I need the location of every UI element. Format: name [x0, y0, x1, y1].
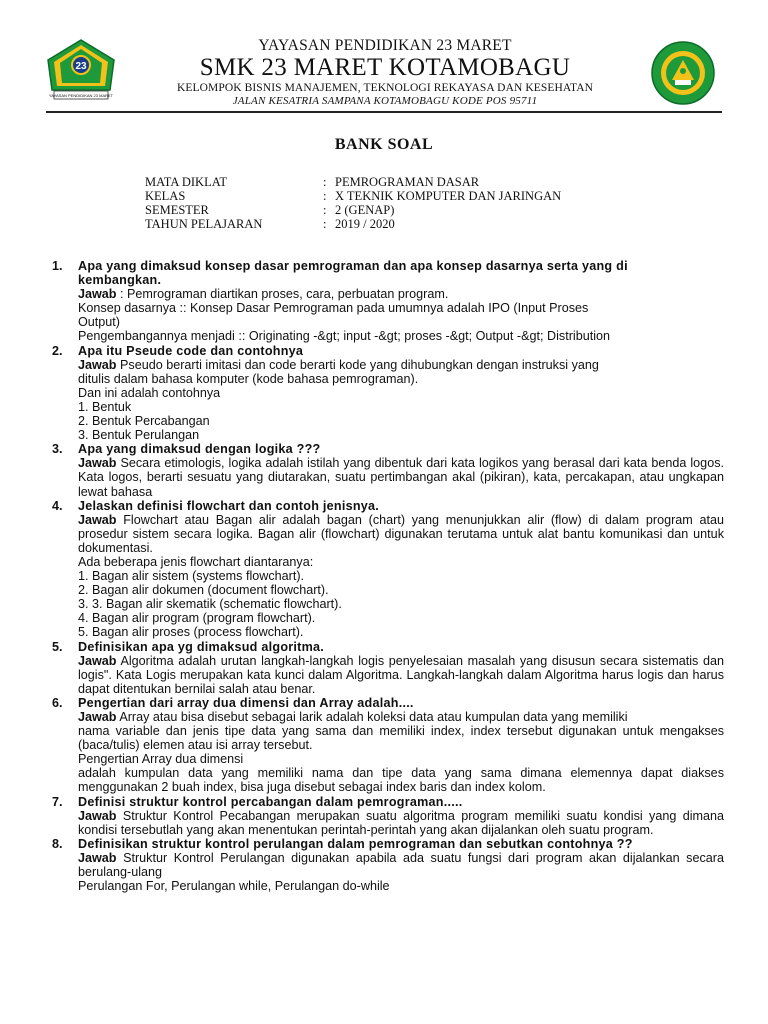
question-text: Jelaskan definisi flowchart dan contoh jenisnya.: [78, 498, 380, 513]
meta-value: PEMROGRAMAN DASAR: [335, 175, 480, 189]
answer-text: Output): [78, 315, 120, 330]
answer-text: 5. Bagan alir proses (process flowchart).: [78, 625, 304, 640]
answer-text: Struktur Kontrol Perulangan digunakan apabila ada suatu fungsi dari program akan dijalankan secara berulang-ulang: [78, 850, 724, 880]
answer-text: 1. Bentuk: [78, 399, 132, 414]
meta-value: X TEKNIK KOMPUTER DAN JARINGAN: [335, 189, 562, 203]
school-name: SMK 23 MARET KOTAMOBAGU: [199, 54, 571, 81]
answer-paragraph: [78, 456, 724, 498]
meta-separator: :: [323, 189, 327, 203]
answer-line: [78, 597, 724, 611]
answer-line: [78, 329, 724, 343]
question-text: kembangkan.: [78, 273, 162, 288]
answer-paragraph: [78, 879, 724, 893]
meta-row: [145, 175, 561, 189]
answer-text: 2. Bentuk Percabangan: [78, 414, 210, 429]
answer-line: [78, 372, 724, 386]
answer-text: 1. Bagan alir sistem (systems flowchart).: [78, 569, 305, 584]
jawab-label: Jawab: [78, 287, 117, 302]
answer-text: 4. Bagan alir program (program flowchart).: [78, 611, 316, 626]
answer-line: [78, 428, 724, 442]
answer-text: Dan ini adalah contohnya: [78, 385, 221, 400]
answer-text: Flowchart atau Bagan alir adalah bagan (chart) yang menunjukkan alir (flow) di dalam program atau prosedur sistem secara logika. Bagan alir (flowchart) digunakan terutama untuk alat bantu komunikasi dan untuk dokumentasi.: [78, 512, 724, 555]
meta-row: [145, 217, 561, 231]
question-number: 1.: [52, 259, 63, 273]
answer-line: [78, 400, 724, 414]
question-item: [52, 259, 724, 344]
question-text: Apa yang dimaksud dengan logika ???: [78, 442, 321, 457]
question-item: [52, 499, 724, 640]
meta-separator: :: [323, 203, 327, 217]
question-item: [52, 837, 724, 893]
course-metadata: [145, 175, 561, 231]
answer-text: Pengembangannya menjadi :: Originating -&gt; input -&gt; proses -&gt; Output -&gt; Distribution: [78, 329, 611, 344]
answer-text: Perulangan For, Perulangan while, Perulangan do-while: [78, 879, 390, 894]
meta-separator: :: [323, 175, 327, 189]
jawab-label: Jawab: [78, 850, 117, 865]
answer-line: [78, 625, 724, 639]
question-item: [52, 640, 724, 696]
question-text: Definisikan struktur kontrol perulangan dalam pemrograman dan sebutkan contohnya ??: [78, 836, 633, 851]
document-title: BANK SOAL: [334, 136, 434, 153]
question-number: 4.: [52, 498, 63, 513]
answer-line: [78, 611, 724, 625]
answer-text: Pengertian Array dua dimensi: [78, 752, 244, 767]
foundation-name: YAYASAN PENDIDIKAN 23 MARET: [258, 37, 512, 54]
answer-text: adalah kumpulan data yang memiliki nama dan tipe data yang sama dimana elemennya dapat diakses menggunakan 2 buah index, bisa juga disebut sebagai index baris dan index kolom.: [78, 766, 724, 795]
question-list: [52, 259, 724, 893]
question-item: [52, 795, 724, 837]
jawab-label: Jawab: [78, 808, 117, 823]
answer-text: ditulis dalam bahasa komputer (kode bahasa pemrograman).: [78, 371, 419, 386]
answer-text: Konsep dasarnya :: Konsep Dasar Pemrograman pada umumnya adalah IPO (Input Proses: [78, 301, 589, 316]
answer-text: Pseudo berarti imitasi dan code berarti kode yang dihubungkan dengan instruksi yang: [116, 357, 599, 372]
answer-text: 3. 3. Bagan alir skematik (schematic flowchart).: [78, 597, 342, 612]
answer-line: [78, 301, 724, 315]
question-number: 2.: [52, 343, 63, 358]
answer-line: [78, 569, 724, 583]
question-item: [52, 442, 724, 498]
jawab-label: Jawab: [78, 512, 117, 527]
question-item: [52, 344, 724, 443]
meta-separator: :: [323, 217, 327, 231]
ministry-logo: [650, 40, 716, 106]
question-item: [52, 696, 724, 795]
answer-paragraph: [78, 513, 724, 555]
question-number: 7.: [52, 794, 63, 809]
question-text: Apa itu Pseude code dan contohnya: [78, 343, 304, 358]
answer-text: Ada beberapa jenis flowchart diantaranya:: [78, 554, 314, 569]
question-text: Definisikan apa yg dimaksud algoritma.: [78, 639, 325, 654]
answer-text: Secara etimologis, logika adalah istilah yang dibentuk dari kata logikos yang berasal dari kata benda logos. Kata logos, berarti sesuatu yang diutarakan, suatu pertimbangan akal (pikiran), kata, percakapan, atau ungkapan lewat bahasa: [78, 456, 724, 499]
answer-line: [78, 583, 724, 597]
answer-text: 3. Bentuk Perulangan: [78, 428, 200, 443]
answer-paragraph: [78, 724, 724, 752]
answer-text: nama variable dan jenis tipe data yang sama dan memiliki index, index tersebut digunakan untuk mengakses (baca/tulis) elemen atau isi array tersebut.: [78, 724, 724, 753]
meta-label: SEMESTER: [145, 203, 209, 217]
answer-paragraph: [78, 654, 724, 696]
answer-paragraph: [78, 710, 724, 724]
answer-paragraph: [78, 766, 724, 794]
answer-text: Struktur Kontrol Pecabangan merupakan suatu algoritma program memiliki suatu kondisi yang dimana kondisi tersebutlah yang akan menentukan perintah-perintah yang akan dijalankan oleh suatu program.: [78, 808, 724, 837]
school-address: JALAN KESATRIA SAMPANA KOTAMOBAGU KODE POS 95711: [232, 95, 538, 107]
jawab-label: Jawab: [78, 357, 117, 372]
meta-label: MATA DIKLAT: [145, 175, 227, 189]
meta-row: [145, 203, 561, 217]
question-text: Definisi struktur kontrol percabangan dalam pemrograman.....: [78, 794, 463, 809]
answer-line: [78, 358, 724, 372]
meta-value: 2019 / 2020: [335, 217, 395, 231]
question-number: 3.: [52, 442, 63, 457]
question-text: Apa yang dimaksud konsep dasar pemrograman dan apa konsep dasarnya serta yang di: [78, 259, 628, 273]
answer-text: Array atau bisa disebut sebagai larik adalah koleksi data atau kumpulan data yang memiliki: [116, 710, 628, 724]
answer-paragraph: [78, 851, 724, 879]
answer-text: 2. Bagan alir dokumen (document flowchart).: [78, 583, 329, 598]
answer-text: Algoritma adalah urutan langkah-langkah logis penyelesaian masalah yang disusun secara sistematis dan logis". Kata Logis merupakan kata kunci dalam Algoritma. Langkah-langkah dalam Algoritma harus logis dan harus dapat ditentukan bernilai salah atau benar.: [78, 653, 724, 696]
question-number: 8.: [52, 836, 63, 851]
answer-paragraph: [78, 752, 724, 766]
question-number: 6.: [52, 695, 63, 710]
logo-number: 23: [75, 61, 87, 72]
answer-line: [78, 287, 724, 301]
jawab-label: Jawab: [78, 653, 117, 668]
jawab-label: Jawab: [78, 456, 117, 471]
meta-value: 2 (GENAP): [335, 203, 395, 217]
logo-caption: YAYASAN PENDIDIKAN 23 MARET: [48, 93, 114, 99]
meta-row: [145, 189, 561, 203]
school-group: KELOMPOK BISNIS MANAJEMEN, TEKNOLOGI REKAYASA DAN KESEHATAN: [176, 82, 594, 94]
foundation-logo: [46, 38, 116, 102]
answer-text: : Pemrograman diartikan proses, cara, perbuatan program.: [116, 287, 449, 302]
answer-line: [78, 414, 724, 428]
meta-label: KELAS: [145, 189, 186, 203]
answer-paragraph: [78, 809, 724, 837]
answer-line: [78, 315, 724, 329]
jawab-label: Jawab: [78, 710, 117, 724]
answer-line: [78, 386, 724, 400]
question-number: 5.: [52, 639, 63, 654]
meta-label: TAHUN PELAJARAN: [145, 217, 263, 231]
letterhead-divider: [46, 111, 722, 113]
answer-line: [78, 555, 724, 569]
question-text: Pengertian dari array dua dimensi dan Array adalah....: [78, 695, 414, 710]
